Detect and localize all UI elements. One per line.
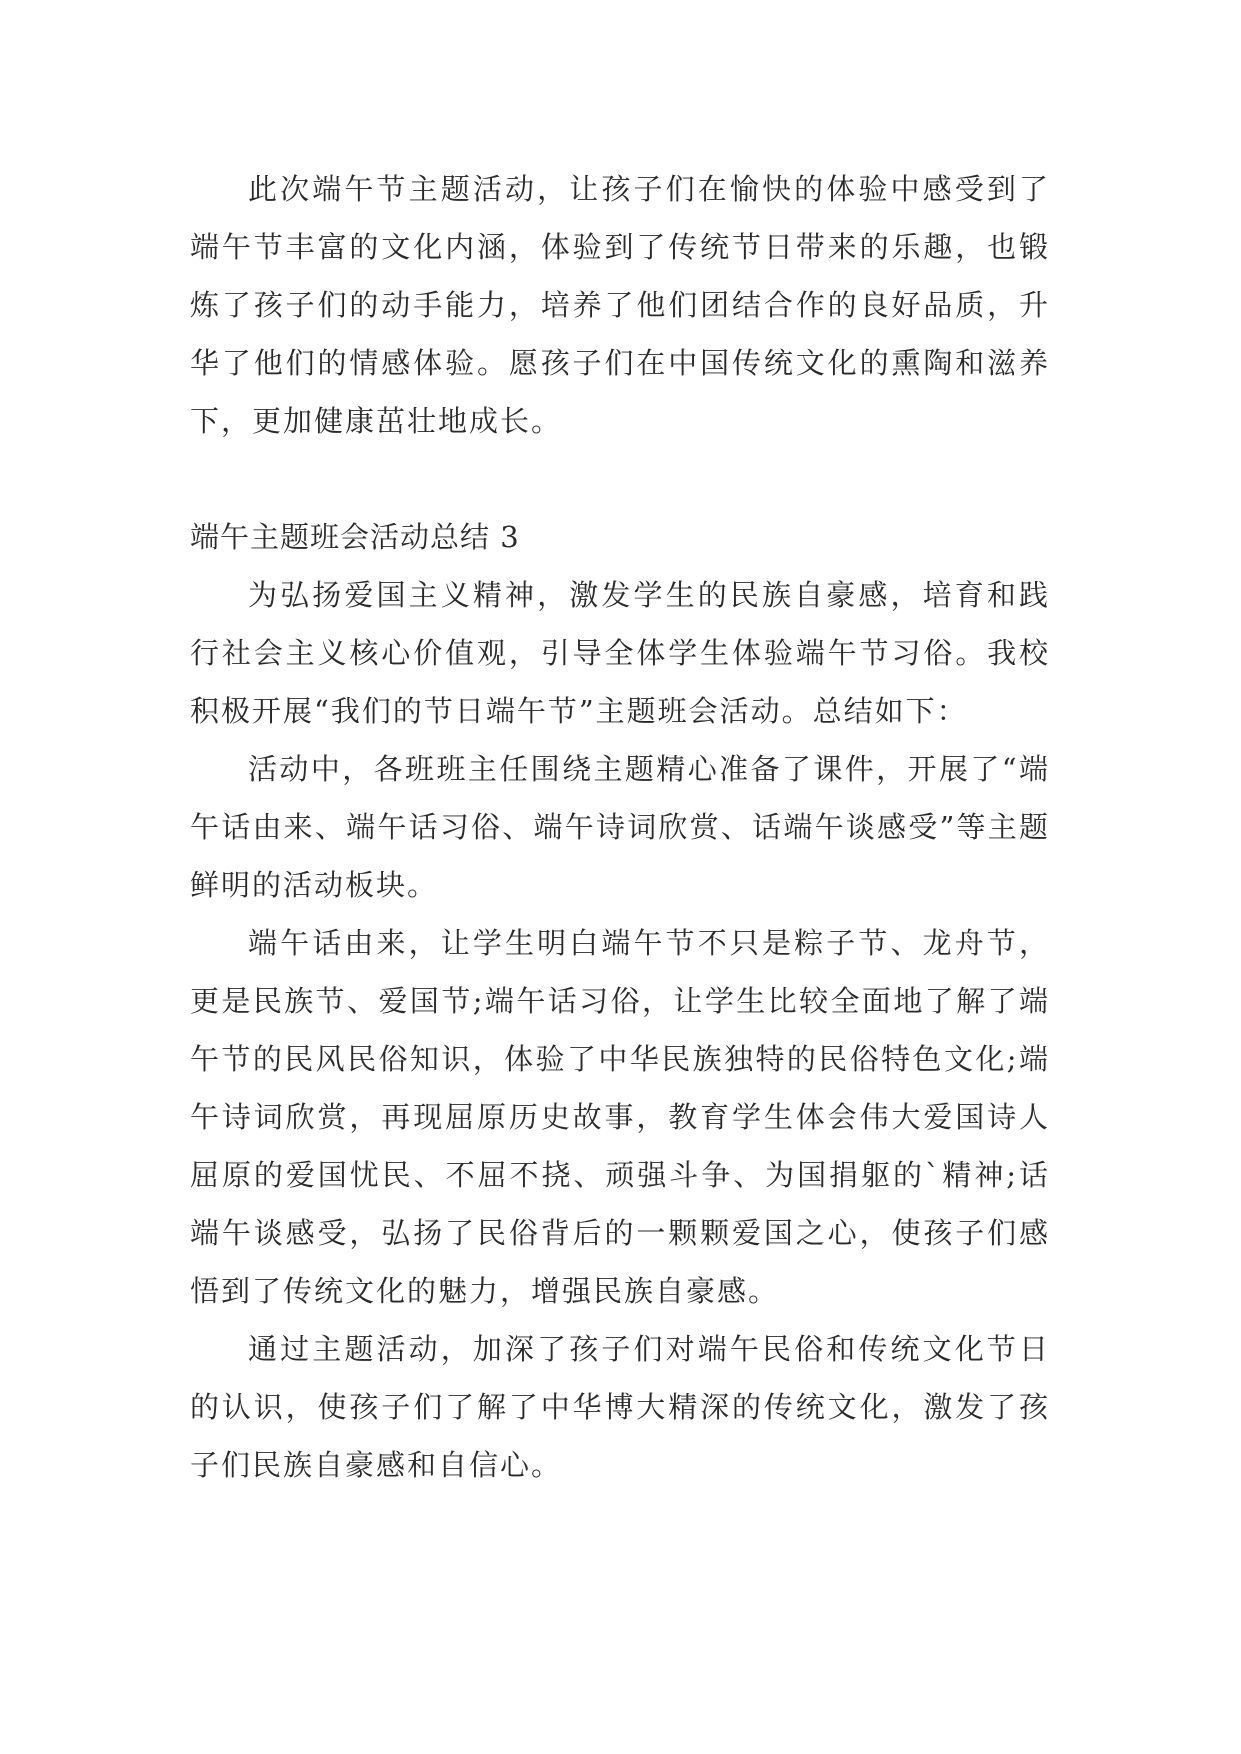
document-body	[190, 160, 1050, 1494]
intro-paragraph: 此次端午节主题活动，让孩子们在愉快的体验中感受到了端午节丰富的文化内涵，体验到了传统节日带来的乐趣，也锻炼了孩子们的动手能力，培养了他们团结合作的良好品质，升华了他们的情感体验。愿孩子们在中国传统文化的熏陶和滋养下，更加健康茁壮地成长。	[190, 172, 1050, 438]
body-paragraph-2: 活动中，各班班主任围绕主题精心准备了课件，开展了“端午话由来、端午话习俗、端午诗词欣赏、话端午谈感受”等主题鲜明的活动板块。	[190, 752, 1050, 902]
section-gap	[190, 450, 1050, 508]
body-paragraph-3: 端午话由来，让学生明白端午节不只是粽子节、龙舟节，更是民族节、爱国节;端午话习俗，让学生比较全面地了解了端午节的民风民俗知识，体验了中华民族独特的民俗特色文化;端午诗词欣赏，再现屈原历史故事，教育学生体会伟大爱国诗人屈原的爱国忧民、不屈不挠、顽强斗争、为国捐躯的`精神;话端午谈感受，弘扬了民俗背后的一颗颗爱国之心，使孩子们感悟到了传统文化的魅力，增强民族自豪感。	[190, 926, 1050, 1308]
body-paragraph-1: 为弘扬爱国主义精神，激发学生的民族自豪感，培育和践行社会主义核心价值观，引导全体学生体验端午节习俗。我校积极开展“我们的节日端午节”主题班会活动。总结如下：	[190, 578, 1050, 728]
section-title: 端午主题班会活动总结 3	[190, 520, 520, 554]
body-paragraph-4: 通过主题活动，加深了孩子们对端午民俗和传统文化节日的认识，使孩子们了解了中华博大精深的传统文化，激发了孩子们民族自豪感和自信心。	[190, 1332, 1050, 1482]
